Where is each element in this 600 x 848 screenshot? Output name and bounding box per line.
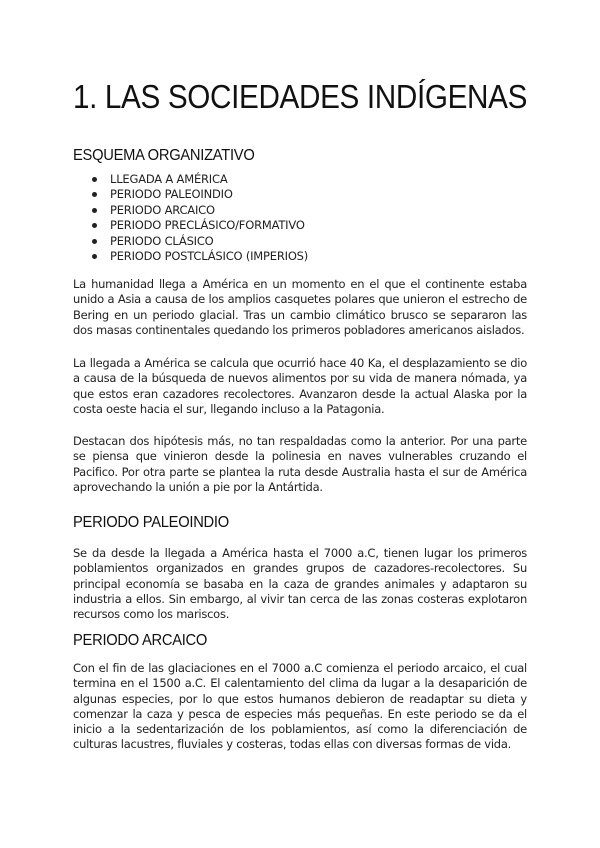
outline-item-label: LLEGADA A AMÉRICA [110,172,228,186]
paragraph-llegada-contexto: La humanidad llega a América en un momento en el que el continente estaba unido a Asia a causa de los amplios casquetes polares que unieron el estrecho de Bering en un periodo glacial. Tras un cambio climático brusco se separaron las dos masas continentales quedando los primeros pobladores americanos aislados. [73,277,527,337]
outline-item-label: PERIODO ARCAICO [110,202,215,217]
paragraph-llegada-ruta: La llegada a América se calcula que ocurrió hace 40 Ka, el desplazamiento se dio a causa de la búsqueda de nuevos alimentos por su vida de manera nómada, ya que estos eran cazadores recolectores. Avanzaron desde la actual Alaska por la costa oeste hacia el sur, llegando incluso a la Patagonia. [73,356,527,416]
outline-item-label: PERIODO PALEOINDIO [110,187,233,202]
outline-list [92,172,308,264]
outline-item [92,234,308,249]
outline-item [92,218,308,233]
paragraph-arcaico: Con el fin de las glaciaciones en el 7000 a.C comienza el periodo arcaico, el cual termina en el 1500 a.C. El calentamiento del clima da lugar a la desaparición de algunas especies, por lo que estos humanos debieron de readaptar su dieta y comenzar la caza y pesca de especies más pequeñas. En este periodo se da el inicio a la sedentarización de los poblamientos, así como la diferenciación de culturas lacustres, fluviales y costeras, todas ellas con diversas formas de vida. [73,661,527,752]
bullet-icon [92,239,97,244]
bullet-icon [92,254,97,259]
section-heading-esquema: ESQUEMA ORGANIZATIVO [73,147,255,164]
outline-item-label: PERIODO CLÁSICO [110,233,214,248]
outline-item-label: PERIODO POSTCLÁSICO (IMPERIOS) [110,248,309,263]
bullet-icon [92,223,97,228]
bullet-icon [92,192,97,197]
outline-item [92,249,308,264]
paragraph-paleoindio: Se da desde la llegada a América hasta el 7000 a.C, tienen lugar los primeros poblamientos organizados en grandes grupos de cazadores-recolectores. Su principal economía se basaba en la caza de grandes animales y adaptaron su industria a ellos. Sin embargo, al vivir tan cerca de las zonas costeras explotaron recursos como los mariscos. [73,546,527,622]
outline-item [92,203,308,218]
paragraph-hipotesis: Destacan dos hipótesis más, no tan respaldadas como la anterior. Por una parte se piensa que vinieron desde la polinesia en naves vulnerables cruzando el Pacifico. Por otra parte se plantea la ruta desde Australia hasta el sur de América aprovechando la unión a pie por la Antártida. [73,434,527,494]
section-heading-paleoindio: PERIODO PALEOINDIO [73,514,229,531]
outline-item [92,172,308,187]
bullet-icon [92,208,97,213]
section-heading-arcaico: PERIODO ARCAICO [73,632,208,649]
outline-item [92,187,308,202]
outline-item-label: PERIODO PRECLÁSICO/FORMATIVO [110,218,305,233]
bullet-icon [92,177,97,182]
page-title: 1. LAS SOCIEDADES INDÍGENAS [72,78,528,115]
